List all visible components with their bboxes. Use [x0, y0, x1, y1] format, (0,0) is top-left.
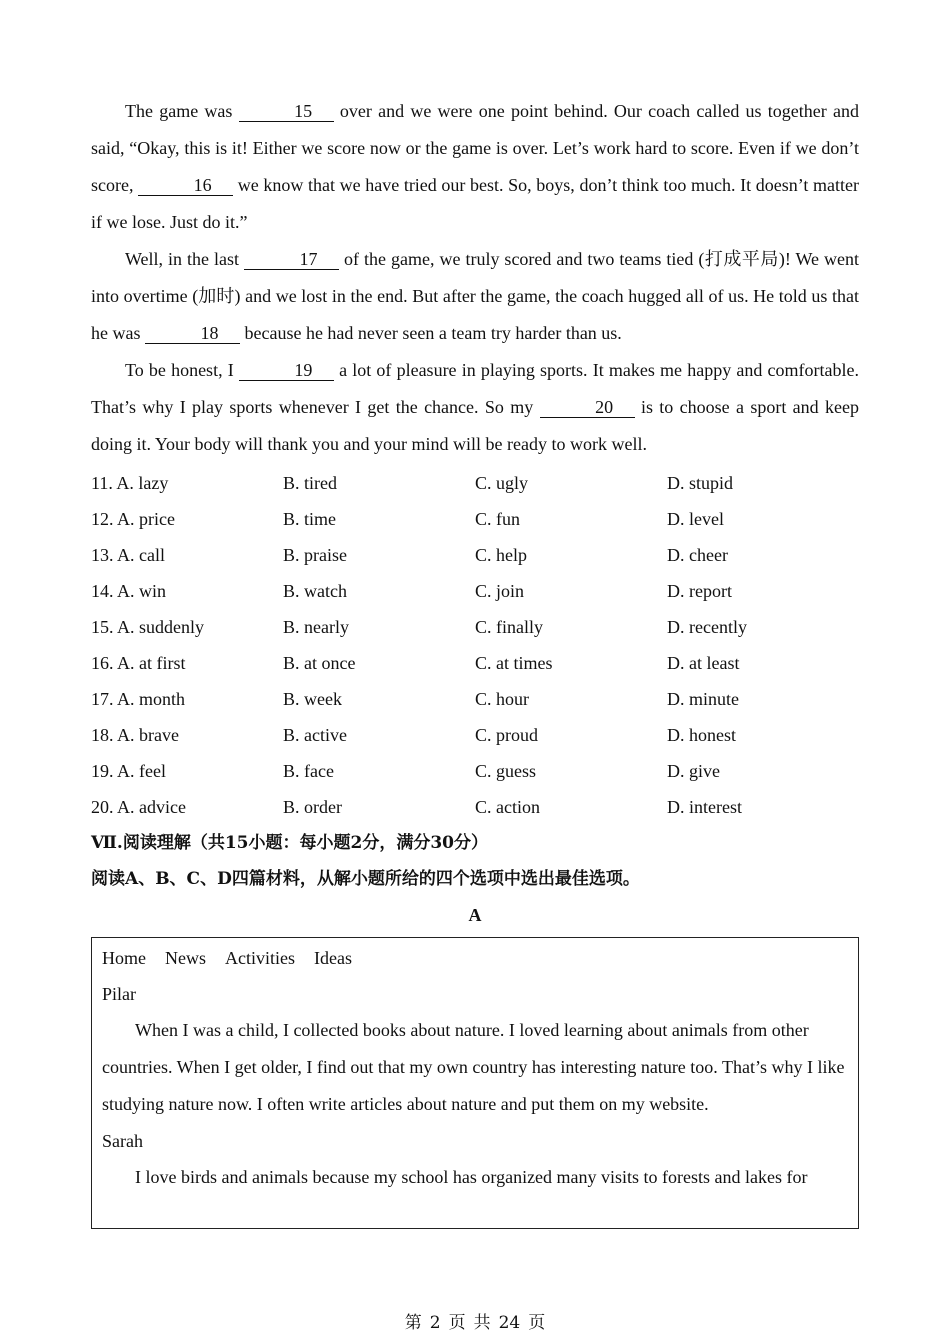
option: B. face [283, 761, 334, 781]
option: C. help [475, 545, 527, 565]
blank-17: 17 [244, 249, 339, 270]
option: C. fun [475, 509, 520, 529]
blank-18: 18 [145, 323, 240, 344]
option: D. cheer [667, 545, 728, 565]
footer-text: 页 [528, 1313, 546, 1333]
option: B. watch [283, 581, 347, 601]
text: Well, in the last [125, 249, 245, 269]
blank-19: 19 [239, 360, 334, 381]
text: To be honest, I [125, 360, 239, 380]
option: C. action [475, 797, 540, 817]
entry-author: Sarah [102, 1131, 143, 1151]
options-list [91, 465, 859, 825]
option: 12. A. price [91, 509, 175, 529]
option: D. recently [667, 617, 747, 637]
entry-author: Pilar [102, 984, 136, 1004]
option-row [91, 501, 859, 537]
document-page [91, 93, 859, 933]
total-pages: 24 [498, 1313, 521, 1333]
option: D. level [667, 509, 724, 529]
option: B. praise [283, 545, 347, 565]
blank-15: 15 [239, 101, 334, 122]
option: 14. A. win [91, 581, 167, 601]
page-footer [0, 1310, 950, 1336]
option: D. stupid [667, 473, 734, 493]
nav-news[interactable]: News [165, 948, 206, 968]
option: C. hour [475, 689, 529, 709]
text: The game was [125, 101, 239, 121]
entry-text: When I was a child, I collected books about nature. I loved learning about animals from other countries. When I get older, I find out that my own country has interesting nature too. That’s why I like studying nature now. I often write articles about nature and put them on my website. [102, 1020, 845, 1114]
text: because he had never seen a team try harder than us. [239, 323, 622, 343]
option: C. join [475, 581, 525, 601]
text: a lot of pleasure in playing sports. It makes me happy and comfortable. That’s why I play sports whenever I get the chance. So my [91, 360, 859, 417]
option: 13. A. call [91, 545, 165, 565]
footer-text: 共 [473, 1313, 491, 1333]
option: D. report [667, 581, 732, 601]
text: we know that we have tried our best. So, boys, don’t think too much. It doesn’t matter if we lose. Just do it.” [91, 175, 859, 232]
entry-text: I love birds and animals because my school has organized many visits to forests and lakes for [135, 1167, 808, 1187]
option: 17. A. month [91, 689, 186, 709]
paragraph-2 [91, 241, 859, 352]
option-row [91, 609, 859, 645]
nav-ideas[interactable]: Ideas [314, 948, 352, 968]
option-row [91, 537, 859, 573]
text: over and we were one point behind. Our coach called us together and said, “Okay, this is it! Either we score now or the game is over. Let’s work hard to score. Even if we don’t score, [91, 101, 859, 195]
option: D. honest [667, 725, 736, 745]
blank-16: 16 [138, 175, 233, 196]
option: D. minute [667, 689, 739, 709]
option: D. give [667, 761, 720, 781]
option: C. at times [475, 653, 553, 673]
section-instruction: 阅读A、B、C、D四篇材料，从解小题所给的四个选项中选出最佳选项。 [91, 869, 640, 889]
option: B. time [283, 509, 336, 529]
option: C. proud [475, 725, 538, 745]
option: 18. A. brave [91, 725, 179, 745]
option-row [91, 753, 859, 789]
option-row [91, 789, 859, 825]
option: B. nearly [283, 617, 349, 637]
nav-activities[interactable]: Activities [225, 948, 295, 968]
option-row [91, 465, 859, 501]
option-row [91, 717, 859, 753]
nav-home[interactable]: Home [102, 948, 146, 968]
option: 15. A. suddenly [91, 617, 205, 637]
passage-letter: A [468, 905, 482, 925]
option: 19. A. feel [91, 761, 166, 781]
footer-text: 第 [404, 1313, 422, 1333]
paragraph-1 [91, 93, 859, 241]
option: C. ugly [475, 473, 529, 493]
paragraph-3 [91, 352, 859, 463]
blank-20: 20 [540, 397, 635, 418]
website-nav [102, 940, 848, 976]
website-box [91, 937, 859, 1229]
text: of the game, we truly scored and two teams tied (打成平局)! We went into overtime (加时) and we lost in the end. But after the game, the coach hugged all of us. He told us that he was [91, 249, 860, 343]
text: is to choose a sport and keep doing it. Your body will thank you and your mind will be ready to work well. [91, 397, 859, 454]
option: B. active [283, 725, 347, 745]
option: 16. A. at first [91, 653, 186, 673]
option-row [91, 681, 859, 717]
option: B. order [283, 797, 342, 817]
option-row [91, 645, 859, 681]
option: B. week [283, 689, 342, 709]
section-heading: Ⅶ.阅读理解（共15小题：每小题2分，满分30分） [91, 833, 488, 853]
option: D. interest [667, 797, 742, 817]
option: 11. A. lazy [91, 473, 169, 493]
option-row [91, 573, 859, 609]
page-number: 2 [429, 1313, 441, 1333]
option: B. at once [283, 653, 356, 673]
option: C. finally [475, 617, 543, 637]
option: C. guess [475, 761, 537, 781]
footer-text: 页 [448, 1313, 466, 1333]
option: D. at least [667, 653, 740, 673]
option: 20. A. advice [91, 797, 186, 817]
option: B. tired [283, 473, 337, 493]
